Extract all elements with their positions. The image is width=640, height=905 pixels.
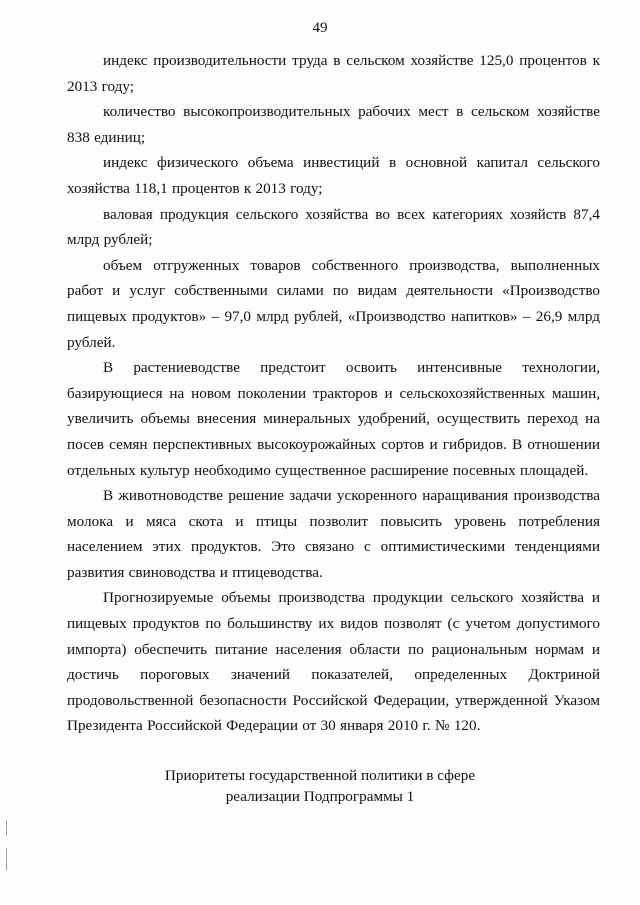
section-heading-line-2: реализации Подпрограммы 1 bbox=[225, 788, 415, 805]
document-body bbox=[67, 48, 600, 739]
page-number: 49 bbox=[312, 20, 328, 36]
paragraph-crop-production: В растениеводстве предстоит освоить интенсивные технологии, базирующиеся на новом поколении тракторов и сельскохозяйственных машин, увеличить объемы внесения минеральных удобрений, осуществить переход на посев семян перспективных высокоурожайных сортов и гибридов. В отношении отдельных культур необходимо существенное расширение посевных площадей. bbox=[67, 359, 600, 479]
paragraph-labor-productivity: индекс производительности труда в сельском хозяйстве 125,0 процентов к 2013 году; bbox=[67, 52, 600, 95]
paragraph-investment-index: индекс физического объема инвестиций в основной капитал сельского хозяйства 118,1 процентов к 2013 году; bbox=[67, 154, 600, 197]
paragraph-high-performance-jobs: количество высокопроизводительных рабочих мест в сельском хозяйстве 838 единиц; bbox=[67, 103, 600, 146]
scan-margin-mark bbox=[6, 820, 7, 836]
scan-margin-mark bbox=[6, 848, 7, 870]
paragraph-livestock: В животноводстве решение задачи ускоренного наращивания производства молока и мяса скота и птицы позволит повысить уровень потребления населением этих продуктов. Это связано с оптимистическими тенденциями развития свиноводства и птицеводства. bbox=[67, 487, 600, 581]
paragraph-forecast: Прогнозируемые объемы производства продукции сельского хозяйства и пищевых продуктов по большинству их видов позволят (с учетом допустимого импорта) обеспечить питание населения области по рациональным нормам и достичь пороговых значений показателей, определенных Доктриной продовольственной безопасности Российской Федерации, утвержденной Указом Президента Российской Федерации от 30 января 2010 г. № 120. bbox=[67, 589, 600, 735]
paragraph-shipped-goods: объем отгруженных товаров собственного производства, выполненных работ и услуг собственными силами по видам деятельности «Производство пищевых продуктов» – 97,0 млрд рублей, «Производство напитков» – 26,9 млрд рублей. bbox=[67, 256, 600, 351]
section-heading-line-1: Приоритеты государственной политики в сфере bbox=[164, 767, 476, 784]
paragraph-gross-output: валовая продукция сельского хозяйства во всех категориях хозяйств 87,4 млрд рублей; bbox=[67, 205, 600, 249]
